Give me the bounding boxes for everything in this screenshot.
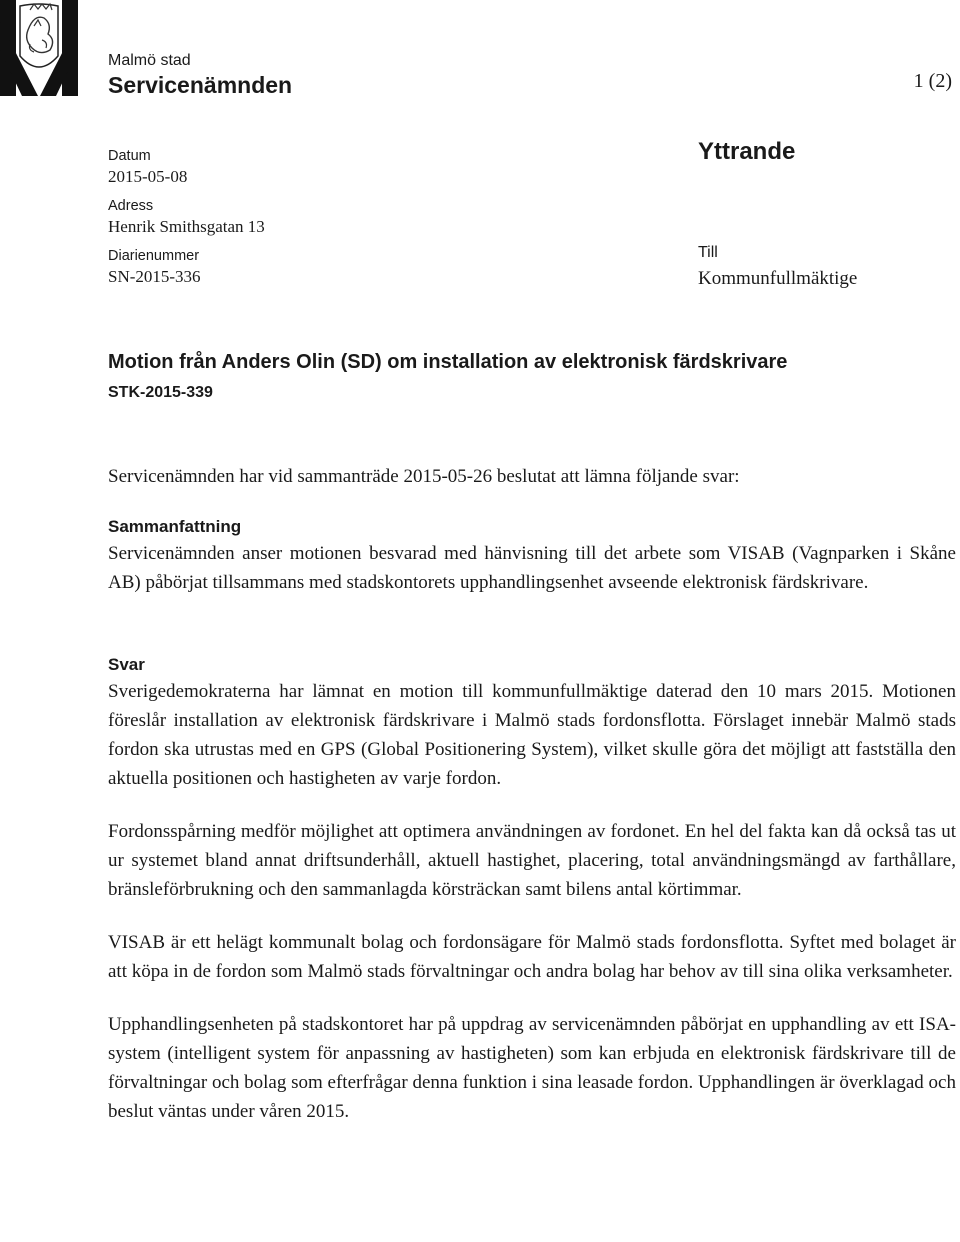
date-value: 2015-05-08 xyxy=(108,167,188,186)
recipient-value: Kommunfullmäktige xyxy=(698,268,858,289)
document-type: Yttrande xyxy=(698,138,796,165)
reg-number-label: Diarienummer xyxy=(108,248,200,264)
city-name: Malmö stad xyxy=(108,52,191,69)
answer-heading: Svar xyxy=(108,655,145,674)
document-title: Motion från Anders Olin (SD) om installation av elektronisk färdskrivare xyxy=(108,351,788,373)
document-meta xyxy=(108,146,408,296)
document-body xyxy=(108,462,956,1126)
summary-heading: Sammanfattning xyxy=(108,517,242,536)
reference-number: STK-2015-339 xyxy=(108,384,213,401)
address-value: Henrik Smithsgatan 13 xyxy=(108,217,265,236)
reg-number-value: SN-2015-336 xyxy=(108,267,201,286)
recipient-label: Till xyxy=(698,244,718,261)
body-paragraph: Fordonsspårning medför möjlighet att optimera användningen av fordonet. En hel del fakta kan då också tas ut ur systemet bland annat driftsunderhåll, aktuell hastighet, placering, total användningsmängd av farthållare, bränsleförbrukning och den sammanlagda körsträckan samt bilens antal körtimmar. xyxy=(108,821,956,900)
address-label: Adress xyxy=(108,198,154,214)
intro-paragraph: Servicenämnden har vid sammanträde 2015-05-26 beslutat att lämna följande svar: xyxy=(108,466,740,487)
body-paragraph: Upphandlingsenheten på stadskontoret har på uppdrag av servicenämnden påbörjat en upphandling av ett ISA-system (intelligent system för anpassning av hastigheten) som kan erbjuda en elektronisk färdskrivare till de förvaltningar och bolag som efterfrågar denna funktion i sina leasade fordon. Upphandlingen är överklagad och beslut väntas under våren 2015. xyxy=(108,1014,956,1122)
date-label: Datum xyxy=(108,148,151,164)
body-paragraph: VISAB är ett helägt kommunalt bolag och fordonsägare för Malmö stads fordonsflotta. Syftet med bolaget är att köpa in de fordon som Malmö stads förvaltningar och andra bolag har behov av till sina olika verksamheter. xyxy=(108,932,956,982)
department-name: Servicenämnden xyxy=(108,72,293,98)
page-number: 1 (2) xyxy=(913,70,952,92)
body-paragraph: Sverigedemokraterna har lämnat en motion till kommunfullmäktige daterad den 10 mars 2015. Motionen föreslår installation av elektronisk färdskrivare i Malmö stads fordonsflotta. Förslaget innebär Malmö stads fordon ska utrustas med en GPS (Global Positionering System), vilket skulle göra det möjligt att fastställa den aktuella positionen och hastigheten av varje fordon. xyxy=(108,681,956,789)
summary-paragraph: Servicenämnden anser motionen besvarad med hänvisning till det arbete som VISAB (Vagnparken i Skåne AB) påbörjat tillsammans med stadskontorets upphandlingsenhet avseende elektronisk färdskrivare. xyxy=(108,543,956,593)
malmo-coat-of-arms-logo xyxy=(0,0,78,100)
